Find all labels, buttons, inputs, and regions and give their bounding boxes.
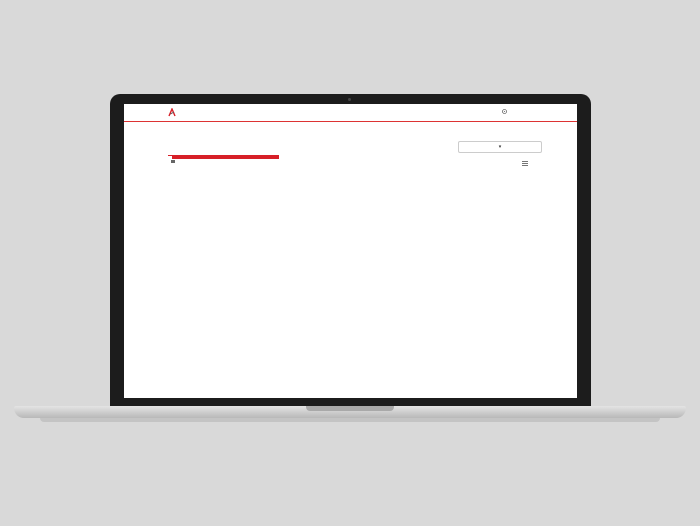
- laptop-notch: [306, 406, 394, 411]
- services-chart: [281, 155, 531, 398]
- cohort-dropdown[interactable]: [458, 141, 542, 153]
- hpac-logo-icon: [168, 108, 176, 117]
- app-header: [124, 104, 577, 122]
- compass-icon: [502, 109, 507, 114]
- navigator-link[interactable]: [502, 109, 507, 115]
- tree-group-service-details[interactable]: [168, 159, 279, 163]
- laptop-shadow: [40, 418, 660, 422]
- sub-nav: [454, 126, 470, 132]
- camera: [348, 98, 351, 101]
- service-tree: [168, 155, 279, 398]
- folder-icon: [168, 156, 172, 159]
- caret-down-icon: ▾: [498, 144, 502, 150]
- folder-icon: [171, 160, 175, 163]
- screen: [124, 104, 577, 398]
- bar-chart-plot: [281, 155, 531, 398]
